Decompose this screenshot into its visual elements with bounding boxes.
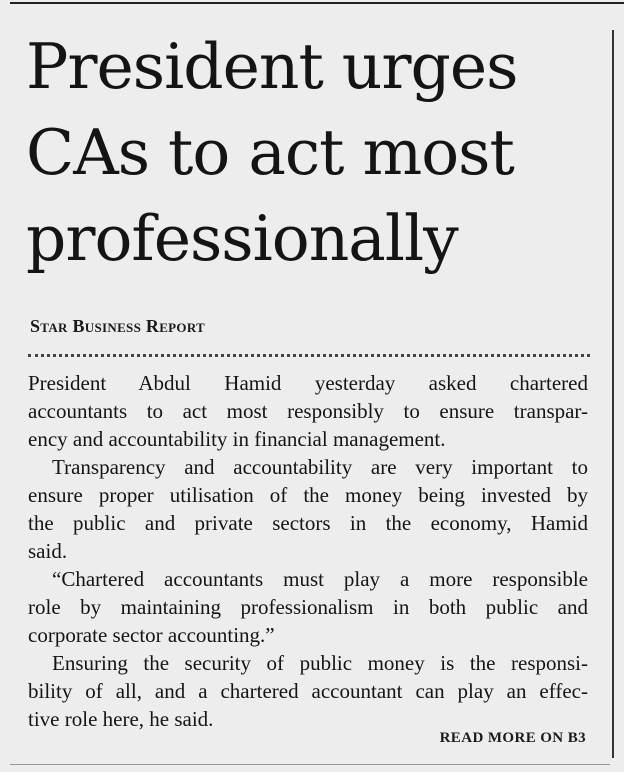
paragraph	[28, 649, 588, 733]
text-line: role by maintaining professionalism in both public and	[28, 595, 588, 619]
article-body	[28, 369, 588, 733]
bottom-rule	[10, 764, 610, 765]
text-line: said.	[28, 539, 68, 563]
text-line: bility of all, and a chartered accountant can play an effec-	[28, 679, 588, 703]
text-line: accountants to act most responsibly to ensure transpar-	[28, 399, 588, 423]
column-rule	[612, 30, 614, 758]
text-line: ency and accountability in financial management.	[28, 427, 446, 451]
text-line: tive role here, he said.	[28, 707, 214, 731]
text-line: ensure proper utilisation of the money being invested by	[28, 483, 588, 507]
text-line: Transparency and accountability are very important to	[52, 455, 588, 479]
text-line: the public and private sectors in the economy, Hamid	[28, 511, 588, 535]
paragraph	[28, 453, 588, 565]
paragraph	[28, 565, 588, 649]
headline-line: professionally	[26, 202, 458, 275]
paragraph	[28, 369, 588, 453]
text-line: “Chartered accountants must play a more responsible	[52, 567, 588, 591]
headline-line: President urges	[26, 30, 518, 103]
headline-line: CAs to act most	[26, 116, 514, 189]
text-line: corporate sector accounting.”	[28, 623, 275, 647]
top-rule	[10, 2, 624, 4]
read-more-link[interactable]: READ MORE ON B3	[439, 730, 586, 746]
text-line: Ensuring the security of public money is the responsi-	[52, 651, 588, 675]
dotted-divider	[28, 354, 590, 357]
text-line: President Abdul Hamid yesterday asked chartered	[28, 371, 588, 395]
headline	[26, 24, 606, 282]
byline: Star Business Report	[30, 316, 206, 336]
